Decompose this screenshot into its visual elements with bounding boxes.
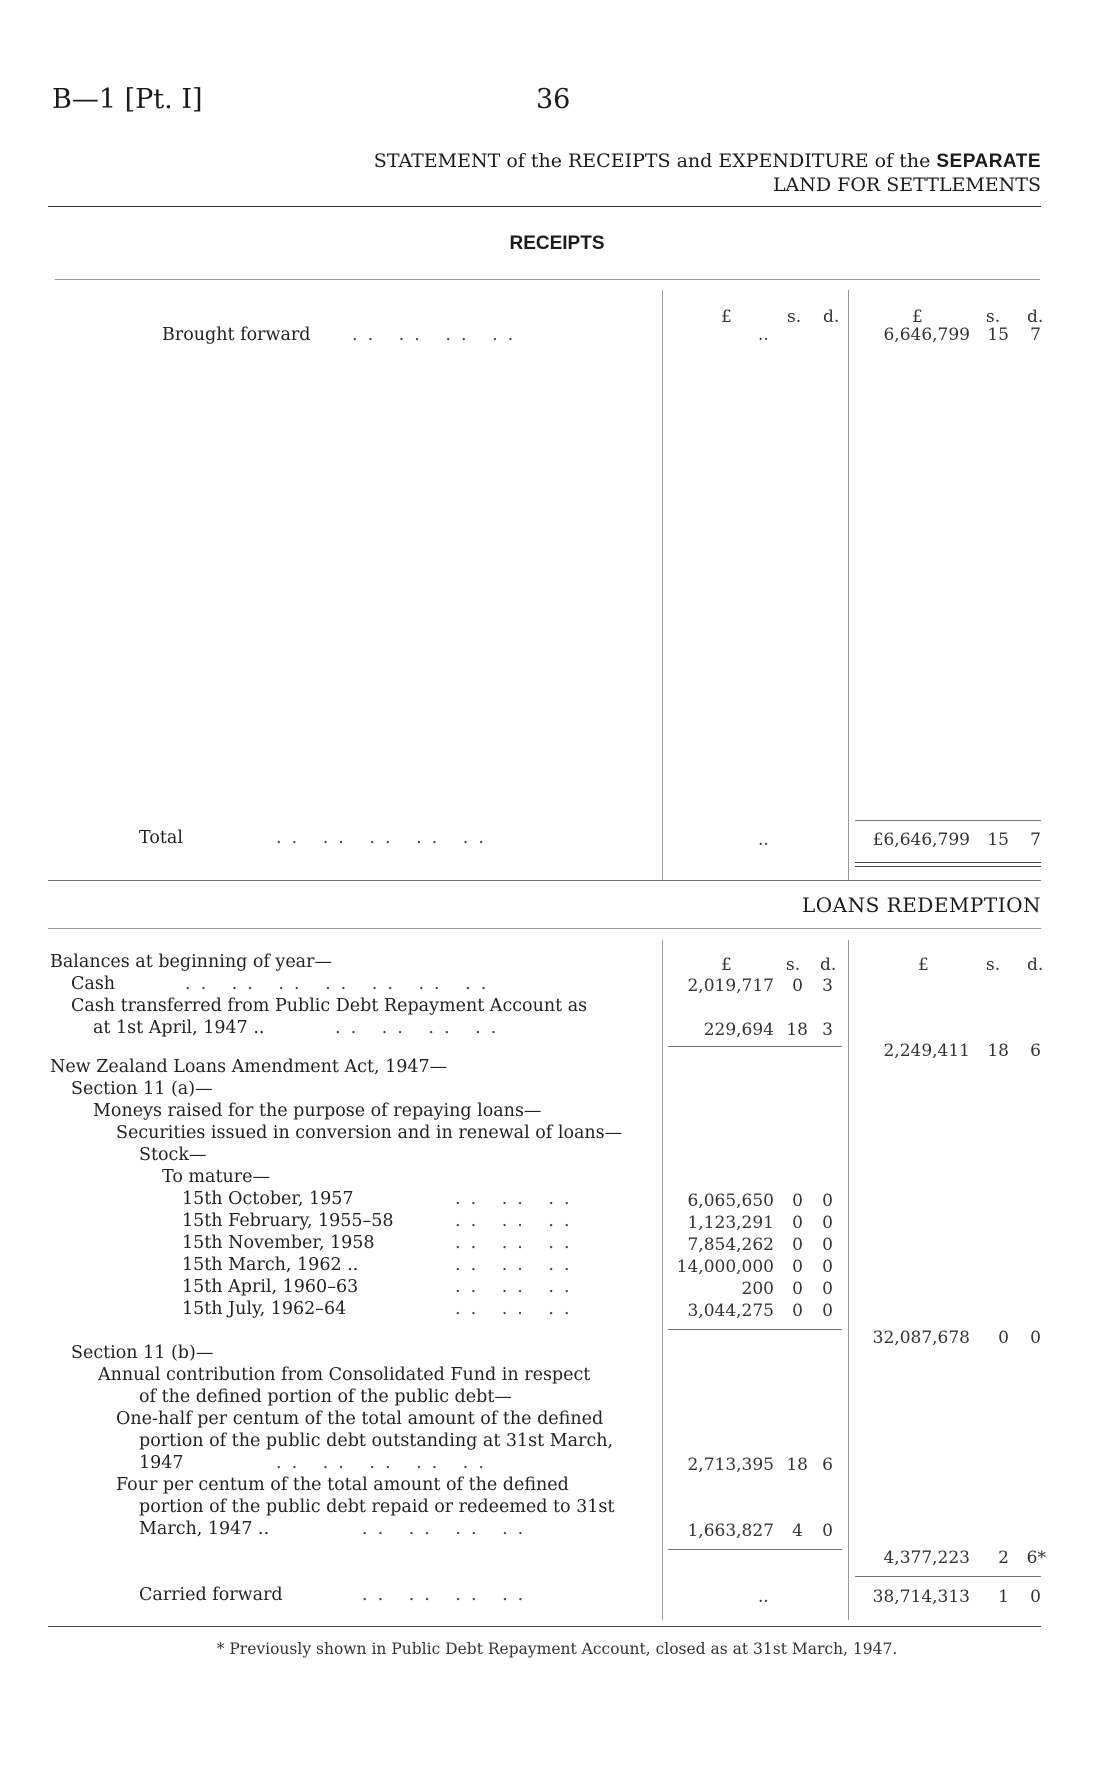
maturity-pound: 1,123,291 [687,1213,774,1233]
transfer-label-2: at 1st April, 1947 .. [93,1018,265,1038]
carried-forward-shillings: 1 [998,1587,1009,1607]
receipts-col-sep-2 [848,290,849,880]
maturity-pound: 14,000,000 [676,1257,774,1277]
leader-dots: .. .. .. .. [362,1519,534,1539]
maturity-shillings: 0 [792,1257,803,1277]
statement-title [374,150,1041,198]
total-shillings: 15 [987,830,1009,850]
brought-forward-pence: 7 [1030,325,1041,345]
maturity-pence: 0 [822,1279,833,1299]
brought-forward-dots-col: .. [758,325,769,345]
receipts-col-shillings: s. [787,307,802,327]
page-number: 36 [536,84,571,115]
section-a-sum-rule [668,1329,842,1330]
maturity-label: 15th April, 1960–63 [182,1277,359,1297]
statement-title-bold: SEPARATE [936,151,1041,172]
loans-col2-shillings: s. [986,955,1001,975]
balances-total-pound: 2,249,411 [883,1041,970,1061]
carried-forward-label: Carried forward [139,1585,283,1605]
total-label: Total [139,828,183,848]
transfer-label-1: Cash transferred from Public Debt Repayment Account as [71,996,588,1016]
one-half-line1: One-half per centum of the total amount of the defined [116,1409,604,1429]
brought-forward-pound: 6,646,799 [883,325,970,345]
cash-shillings: 0 [792,976,803,996]
leader-dots: .. .. .. .. [352,325,524,345]
loans-col-shillings: s. [786,955,801,975]
annual-contribution-line2: of the defined portion of the public debt— [139,1387,512,1407]
receipts-col-pence: d. [823,307,840,327]
one-half-shillings: 18 [786,1455,808,1475]
header-rule [48,206,1041,207]
maturity-label: 15th March, 1962 .. [182,1255,359,1275]
one-half-line2: portion of the public debt outstanding at 31st March, [139,1431,614,1451]
four-per-pound: 1,663,827 [687,1521,774,1541]
section-a-heading: Section 11 (a)— [71,1079,213,1099]
one-half-pence: 6 [822,1455,833,1475]
maturity-shillings: 0 [792,1213,803,1233]
maturity-shillings: 0 [792,1301,803,1321]
receipts-heading-rule [55,279,1040,280]
maturity-shillings: 0 [792,1191,803,1211]
loans-heading-rule [48,928,1041,929]
cash-pound: 2,019,717 [687,976,774,996]
receipts-col-sep-1 [662,290,663,880]
loans-col-sep-1 [662,940,663,1620]
section-b-sum-rule [668,1549,842,1550]
maturity-pence: 0 [822,1191,833,1211]
loans-col-sep-2 [848,940,849,1620]
carried-forward-dots-col: .. [758,1587,769,1607]
statement-title-line1: STATEMENT of the RECEIPTS and EXPENDITURE of the [373,150,931,172]
four-per-line3: March, 1947 .. [139,1519,270,1539]
total-above-rule [855,820,1041,821]
four-per-line1: Four per centum of the total amount of the defined [116,1475,569,1495]
maturity-pence: 0 [822,1213,833,1233]
leader-dots: .. .. .. [455,1233,580,1253]
maturity-pound: 200 [741,1279,774,1299]
four-per-pence: 0 [822,1521,833,1541]
total-double-rule [855,862,1041,867]
annual-contribution-line1: Annual contribution from Consolidated Fund in respect [98,1365,591,1385]
leader-dots: .. .. .. .. [335,1018,507,1038]
act-heading: New Zealand Loans Amendment Act, 1947— [50,1057,448,1077]
maturity-pound: 3,044,275 [687,1301,774,1321]
one-half-pound: 2,713,395 [687,1455,774,1475]
brought-forward-label: Brought forward [162,325,311,345]
balances-heading: Balances at beginning of year— [50,952,332,972]
loans-col2-pence: d. [1027,955,1044,975]
receipts-bottom-rule [48,880,1041,881]
leader-dots: .. .. .. .. .. [276,828,494,848]
total-pound: £6,646,799 [872,830,970,850]
leader-dots: .. .. .. .. [362,1585,534,1605]
loans-col-pound: £ [721,955,732,975]
leader-dots: .. .. .. [455,1211,580,1231]
loans-col-pence: d. [820,955,837,975]
section-b-total-pence: 6* [1026,1548,1046,1568]
footnote: * Previously shown in Public Debt Repayment Account, closed as at 31st March, 1947. [216,1640,898,1658]
section-b-total-shillings: 2 [998,1548,1009,1568]
moneys-raised-label: Moneys raised for the purpose of repaying loans— [93,1101,542,1121]
maturity-label: 15th February, 1955–58 [182,1211,394,1231]
carried-forward-pound: 38,714,313 [872,1587,970,1607]
maturity-pound: 6,065,650 [687,1191,774,1211]
carried-forward-pence: 0 [1030,1587,1041,1607]
document-reference: B—1 [Pt. I] [52,84,203,115]
leader-dots: .. .. .. [455,1189,580,1209]
leader-dots: .. .. .. .. .. .. .. [185,974,497,994]
bottom-rule [48,1626,1041,1627]
balances-total-pence: 6 [1030,1041,1041,1061]
leader-dots: .. .. .. .. .. [276,1453,494,1473]
maturity-shillings: 0 [792,1235,803,1255]
section-a-total-shillings: 0 [998,1328,1009,1348]
section-a-total-pence: 0 [1030,1328,1041,1348]
receipts-col2-pound: £ [912,307,923,327]
stock-label: Stock— [139,1145,207,1165]
cash-pence: 3 [822,976,833,996]
securities-label: Securities issued in conversion and in renewal of loans— [116,1123,623,1143]
maturity-shillings: 0 [792,1279,803,1299]
brought-forward-shillings: 15 [987,325,1009,345]
transfer-shillings: 18 [786,1020,808,1040]
leader-dots: .. .. .. [455,1299,580,1319]
maturity-pence: 0 [822,1235,833,1255]
four-per-shillings: 4 [792,1521,803,1541]
maturity-pence: 0 [822,1301,833,1321]
loans-redemption-heading: LOANS REDEMPTION [801,893,1041,917]
balances-total-shillings: 18 [987,1041,1009,1061]
total-pence: 7 [1030,830,1041,850]
total-dots-col: .. [758,830,769,850]
maturity-label: 15th November, 1958 [182,1233,375,1253]
receipts-col2-shillings: s. [986,307,1001,327]
four-per-line2: portion of the public debt repaid or redeemed to 31st [139,1497,615,1517]
section-b-heading: Section 11 (b)— [71,1343,214,1363]
section-a-total-pound: 32,087,678 [872,1328,970,1348]
receipts-col2-pence: d. [1027,307,1044,327]
transfer-pound: 229,694 [703,1020,774,1040]
statement-title-line2: LAND FOR SETTLEMENTS [772,173,1041,196]
receipts-heading: RECEIPTS [509,233,605,254]
receipts-col-pound: £ [721,307,732,327]
maturity-label: 15th July, 1962–64 [182,1299,347,1319]
loans-col2-pound: £ [918,955,929,975]
section-b-total-pound: 4,377,223 [883,1548,970,1568]
maturity-pound: 7,854,262 [687,1235,774,1255]
maturity-pence: 0 [822,1257,833,1277]
leader-dots: .. .. .. [455,1277,580,1297]
leader-dots: .. .. .. [455,1255,580,1275]
carried-forward-above-rule [855,1576,1041,1577]
transfer-pence: 3 [822,1020,833,1040]
balances-sum-rule [668,1046,842,1047]
to-mature-label: To mature— [162,1167,270,1187]
one-half-line3: 1947 [139,1453,184,1473]
cash-label: Cash [71,974,116,994]
maturity-label: 15th October, 1957 [182,1189,354,1209]
